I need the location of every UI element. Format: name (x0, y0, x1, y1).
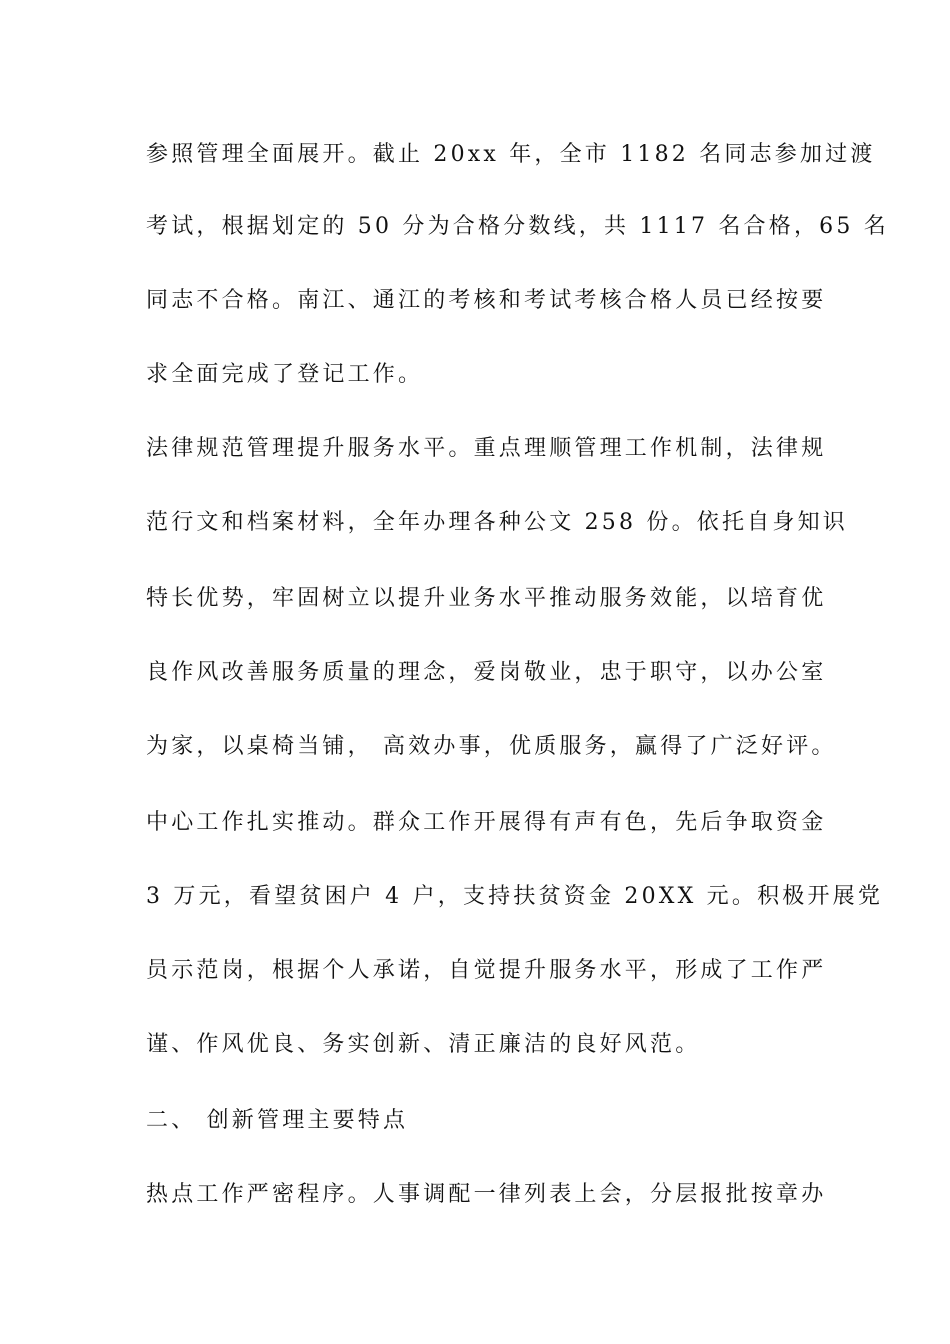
text-line: 热点工作严密程序。人事调配一律列表上会，分层报批按章办 (146, 1182, 827, 1207)
text-line: 考试，根据划定的 50 分为合格分数线，共 1117 名合格，65 名 (146, 214, 889, 239)
text-line: 中心工作扎实推动。群众工作开展得有声有色，先后争取资金 (146, 810, 827, 835)
text-line: 求全面完成了登记工作。 (146, 362, 424, 387)
text-line: 同志不合格。南江、通江的考核和考试考核合格人员已经按要 (146, 288, 827, 313)
text-line: 3 万元，看望贫困户 4 户，支持扶贫资金 20XX 元。积极开展党 (146, 884, 884, 909)
text-line: 良作风改善服务质量的理念，爱岗敬业，忠于职守，以办公室 (146, 660, 827, 685)
section-heading: 二、 创新管理主要特点 (146, 1108, 409, 1133)
text-line: 参照管理全面展开。截止 20xx 年，全市 1182 名同志参加过渡 (146, 142, 876, 167)
text-line: 范行文和档案材料，全年办理各种公文 258 份。依托自身知识 (146, 510, 848, 535)
text-line: 员示范岗，根据个人承诺，自觉提升服务水平，形成了工作严 (146, 958, 827, 983)
text-line: 为家，以桌椅当铺， 高效办事，优质服务，赢得了广泛好评。 (146, 734, 837, 759)
text-line: 谨、作风优良、务实创新、清正廉洁的良好风范。 (146, 1032, 701, 1057)
text-line: 法律规范管理提升服务水平。重点理顺管理工作机制，法律规 (146, 436, 827, 461)
text-line: 特长优势，牢固树立以提升业务水平推动服务效能，以培育优 (146, 586, 827, 611)
